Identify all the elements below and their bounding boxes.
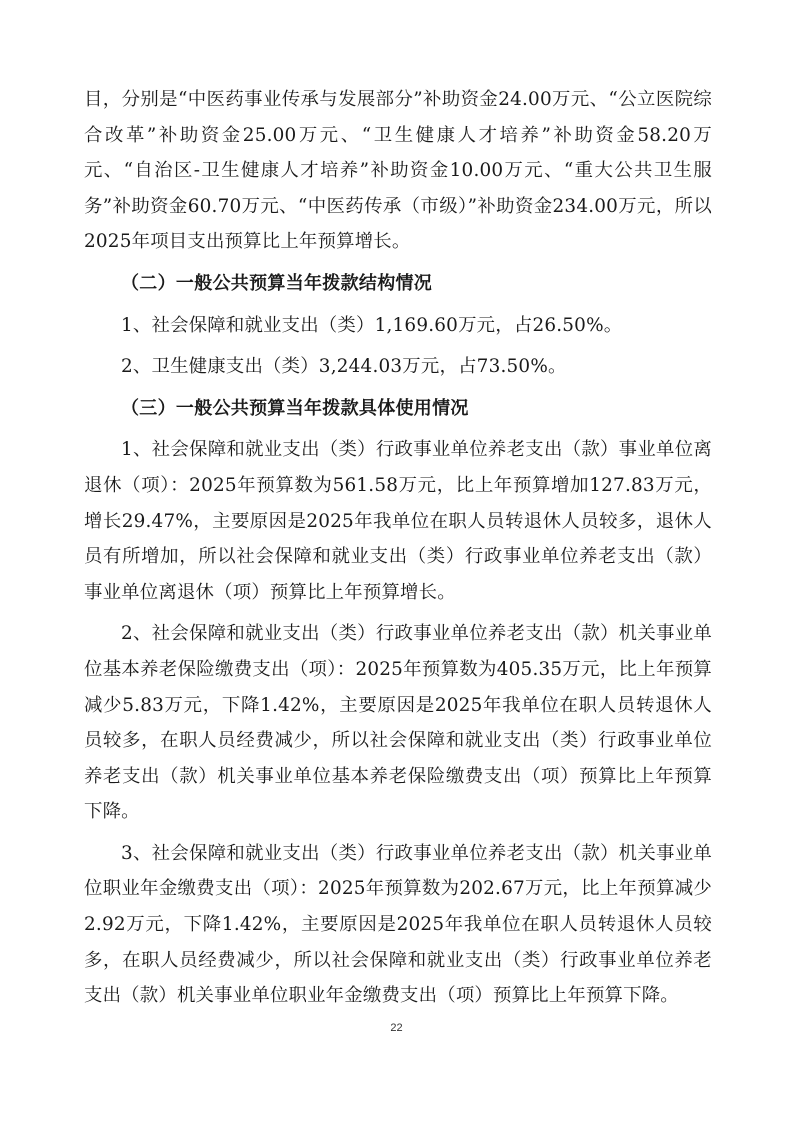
paragraph-basic-pension-item: 2、社会保障和就业支出（类）行政事业单位养老支出（款）机关事业单位基本养老保险缴费支出（项）：2025年预算数为405.35万元，比上年预算减少5.83万元，下降1.42%，主要原因是2025年我单位在职人员转退休人员较多，在职人员经费减少，所以社会保障和就业支出（类）行政事业单位养老支出（款）机关事业单位基本养老保险缴费支出（项）预算比上年预算下降。 [84,623,712,823]
paragraph-health-share: 2、卫生健康支出（类）3,244.03万元，占73.50%。 [121,356,567,378]
paragraph-social-security-share: 1、社会保障和就业支出（类）1,169.60万元，占26.50%。 [121,314,623,336]
paragraph-project-expenditure: 目，分别是“中医药事业传承与发展部分”补助资金24.00万元、“公立医院综合改革”补助资金25.00万元、“卫生健康人才培养”补助资金58.20万元、“自治区-卫生健康人才培养”补助资金10.00万元、“重大公共卫生服务”补助资金60.70万元、“中医药传承（市级）”补助资金234.00万元，所以2025年项目支出预算比上年预算增长。 [84,89,712,253]
page-number: 22 [390,1022,403,1034]
section-heading-appropriation-usage: （三）一般公共预算当年拨款具体使用情况 [121,397,469,419]
section-heading-appropriation-structure: （二）一般公共预算当年拨款结构情况 [121,272,433,294]
paragraph-retirement-item: 1、社会保障和就业支出（类）行政事业单位养老支出（款）事业单位离退休（项）：2025年预算数为561.58万元，比上年预算增加127.83万元，增长29.47%，主要原因是2025年我单位在职人员转退休人员较多，退休人员有所增加，所以社会保障和就业支出（类）行政事业单位养老支出（款）事业单位离退休（项）预算比上年预算增长。 [84,439,712,603]
paragraph-occupational-annuity-item: 3、社会保障和就业支出（类）行政事业单位养老支出（款）机关事业单位职业年金缴费支出（项）：2025年预算数为202.67万元，比上年预算减少2.92万元，下降1.42%，主要原因是2025年我单位在职人员转退休人员较多，在职人员经费减少，所以社会保障和就业支出（类）行政事业单位养老支出（款）机关事业单位职业年金缴费支出（项）预算比上年预算下降。 [84,842,712,1007]
document-body [84,82,712,1014]
